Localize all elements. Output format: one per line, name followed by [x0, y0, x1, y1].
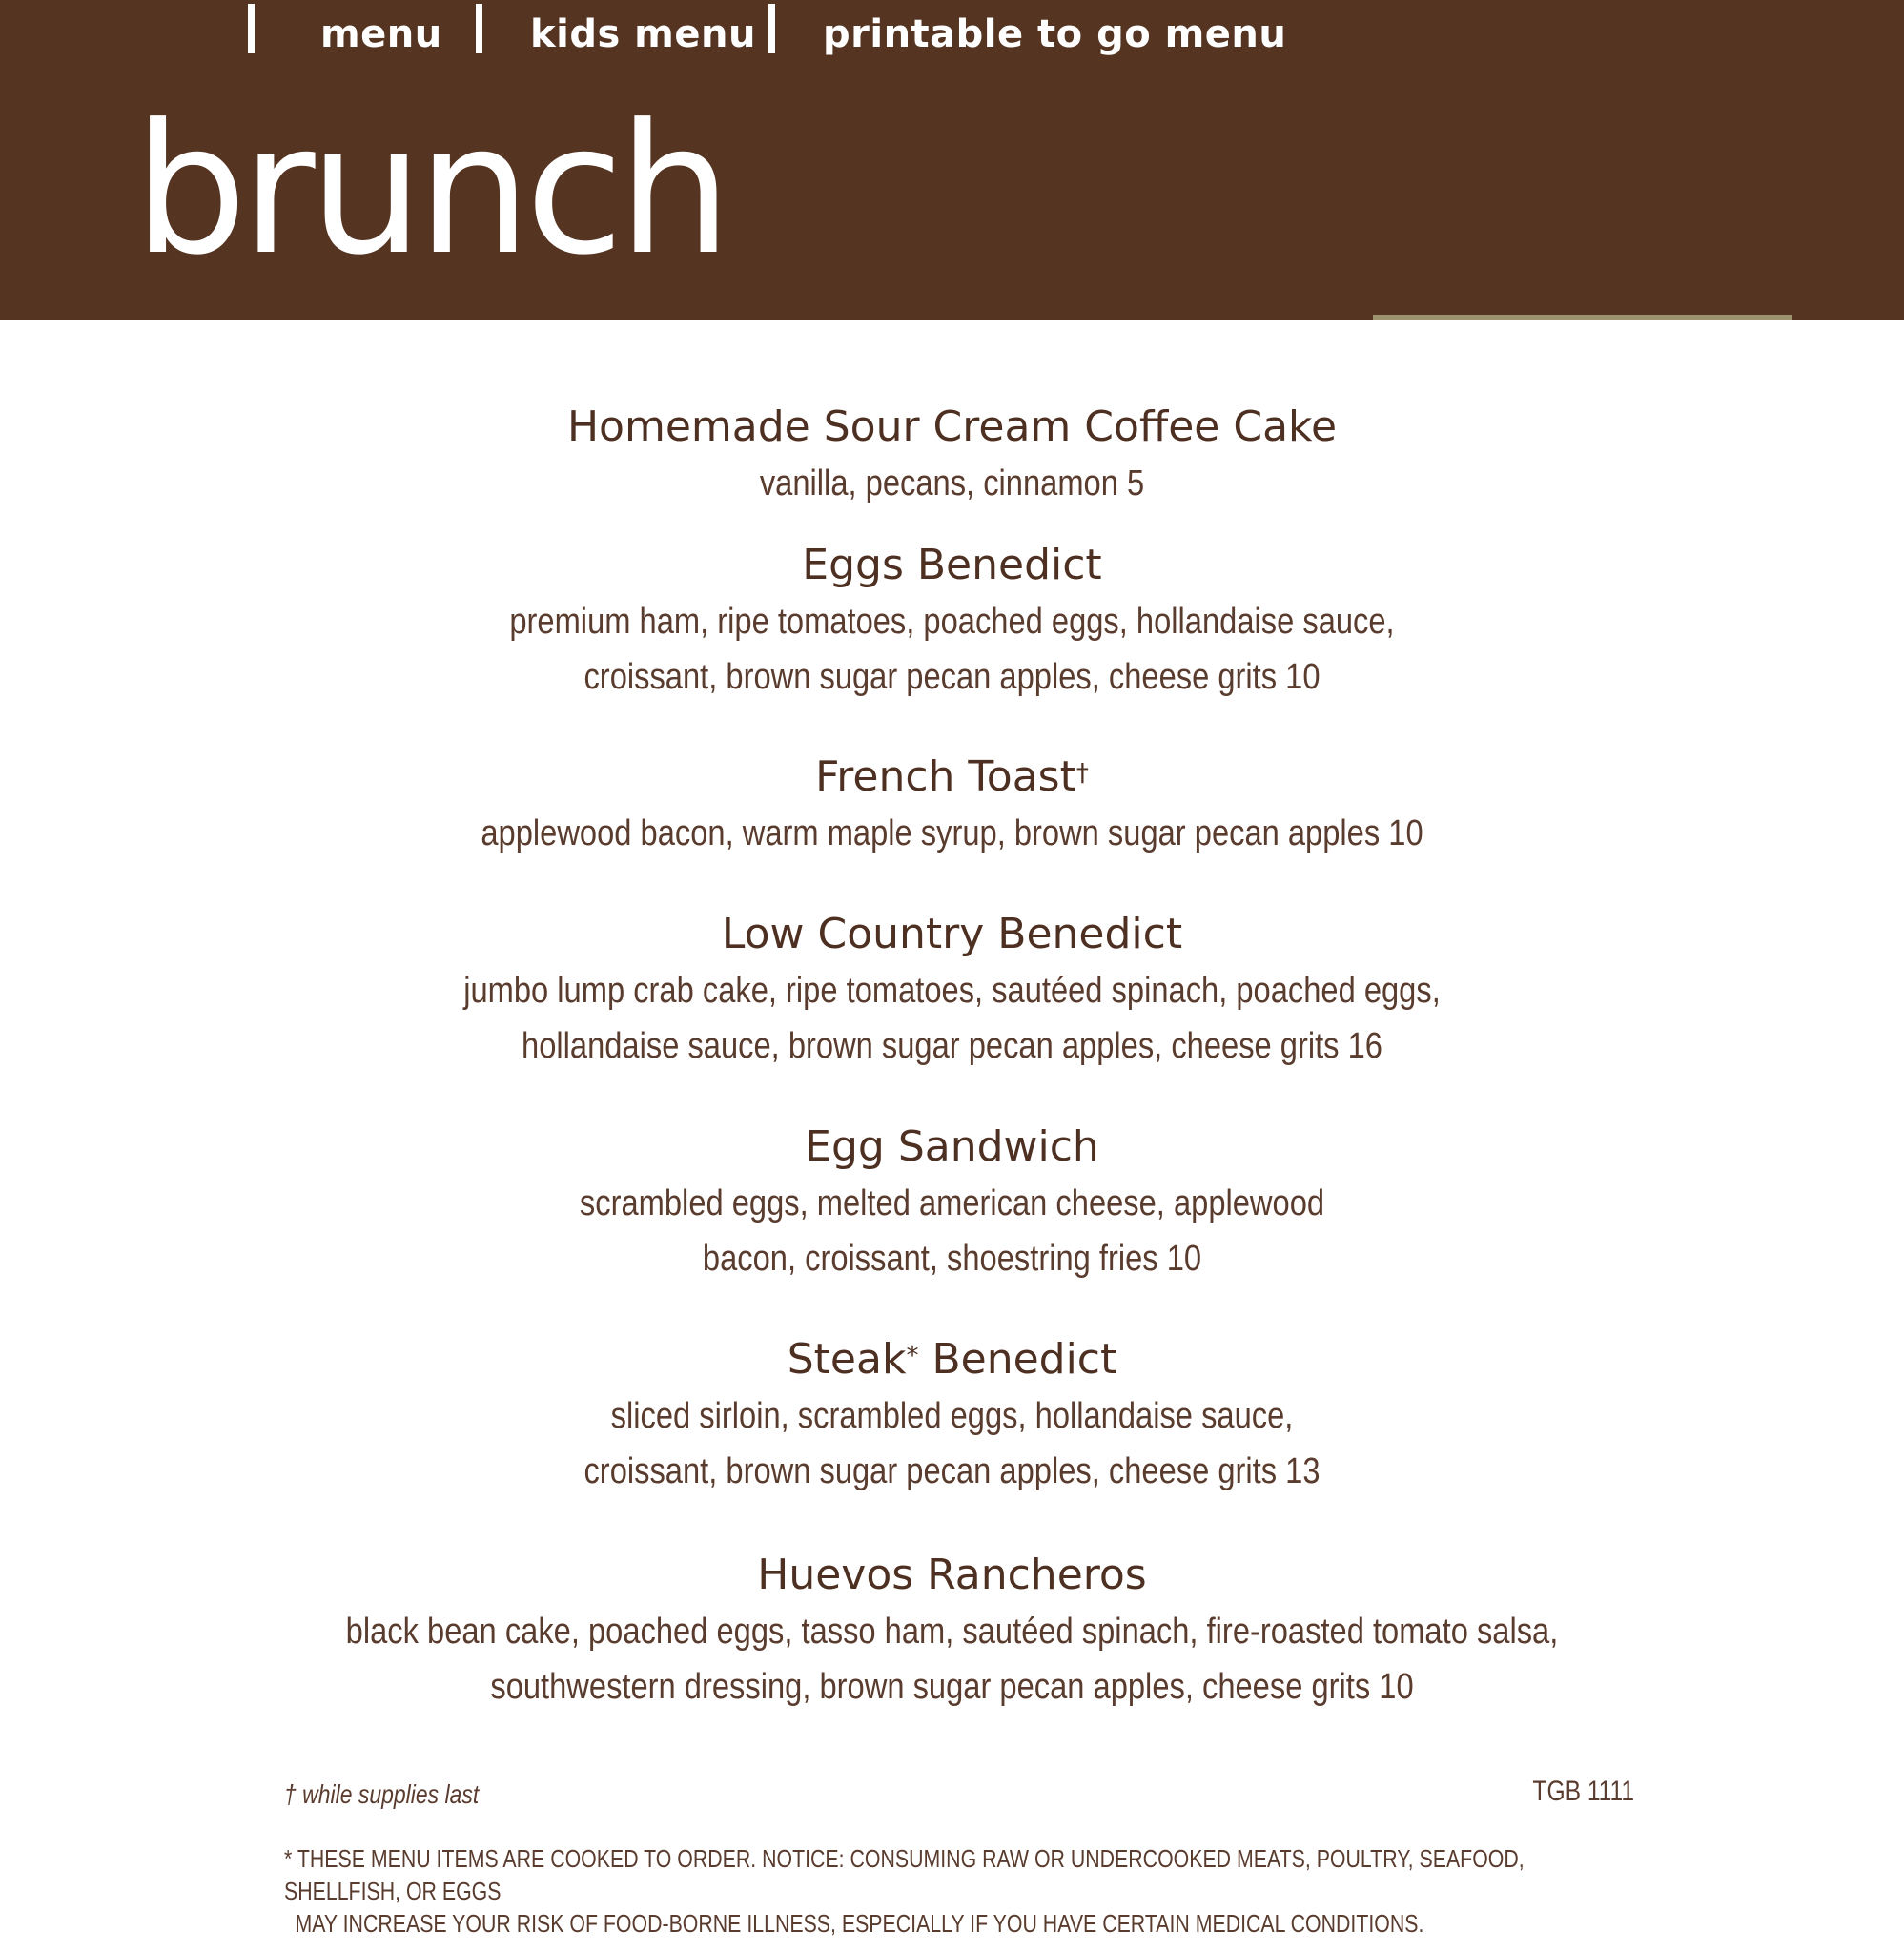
nav-separator	[476, 4, 482, 53]
header-banner	[0, 0, 1904, 320]
food-safety-notice	[284, 1842, 1628, 1940]
menu-item-name-suffix: Benedict	[918, 1335, 1117, 1384]
menu-item-name: Eggs Benedict	[802, 541, 1102, 589]
menu-item-desc: southwestern dressing, brown sugar pecan apples, cheese grits 10	[490, 1667, 1414, 1707]
menu-item-desc: vanilla, pecans, cinnamon 5	[759, 463, 1145, 503]
menu-item-eggs-benedict	[0, 537, 1904, 705]
supplies-footnote: † while supplies last	[284, 1779, 480, 1809]
menu-item-desc: hollandaise sauce, brown sugar pecan apples, cheese grits 16	[522, 1026, 1382, 1066]
header-edge-decoration	[1373, 315, 1792, 320]
menu-item-name: Egg Sandwich	[805, 1122, 1099, 1171]
dagger-mark: †	[1075, 759, 1089, 788]
menu-item-desc: premium ham, ripe tomatoes, poached eggs, hollandaise sauce,	[509, 602, 1395, 642]
menu-item-steak-benedict	[0, 1331, 1904, 1499]
menu-item-french-toast	[0, 749, 1904, 861]
nav-link-kids-menu[interactable]: kids menu	[530, 12, 756, 56]
menu-item-desc: black bean cake, poached eggs, tasso ham, sautéed spinach, fire-roasted tomato salsa,	[345, 1612, 1559, 1652]
menu-item-name	[0, 1331, 1904, 1388]
menu-item-desc: bacon, croissant, shoestring fries 10	[702, 1239, 1202, 1279]
menu-item-desc: croissant, brown sugar pecan apples, cheese grits 10	[583, 657, 1321, 697]
menu-item-name	[0, 749, 1904, 806]
nav-link-menu[interactable]: menu	[320, 12, 442, 56]
nav-link-printable-to-go-menu[interactable]: printable to go menu	[823, 12, 1287, 56]
menu-item-desc: scrambled eggs, melted american cheese, applewood	[579, 1183, 1325, 1223]
menu-item-name-text: Steak	[787, 1335, 907, 1384]
page-title: brunch	[133, 86, 727, 295]
menu-item-desc: jumbo lump crab cake, ripe tomatoes, sautéed spinach, poached eggs,	[463, 971, 1441, 1011]
menu-item-desc: sliced sirloin, scrambled eggs, hollandaise sauce,	[610, 1396, 1294, 1436]
menu-item-name-text: French Toast	[815, 752, 1076, 801]
notice-line-1: * THESE MENU ITEMS ARE COOKED TO ORDER. NOTICE: CONSUMING RAW OR UNDERCOOKED MEATS, POULTRY, SEAFOOD, SHELLFISH, OR EGGS	[284, 1844, 1525, 1905]
menu-item-coffee-cake	[0, 399, 1904, 511]
nav-separator	[768, 4, 775, 53]
menu-item-desc: croissant, brown sugar pecan apples, cheese grits 13	[583, 1451, 1321, 1491]
menu-item-low-country-benedict	[0, 906, 1904, 1074]
menu-item-huevos-rancheros	[0, 1547, 1904, 1715]
notice-line-2: MAY INCREASE YOUR RISK OF FOOD-BORNE ILLNESS, ESPECIALLY IF YOU HAVE CERTAIN MEDICAL CONDITIONS.	[295, 1909, 1424, 1938]
menu-code: TGB 1111	[1532, 1776, 1634, 1807]
nav-separator	[248, 4, 255, 53]
menu-item-name: Low Country Benedict	[721, 910, 1183, 958]
menu-item-name: Huevos Rancheros	[757, 1551, 1147, 1599]
menu-item-desc: applewood bacon, warm maple syrup, brown sugar pecan apples 10	[481, 813, 1423, 853]
asterisk-mark: *	[906, 1342, 919, 1370]
menu-item-egg-sandwich	[0, 1119, 1904, 1286]
menu-item-name: Homemade Sour Cream Coffee Cake	[566, 402, 1338, 451]
top-nav	[0, 0, 1904, 69]
